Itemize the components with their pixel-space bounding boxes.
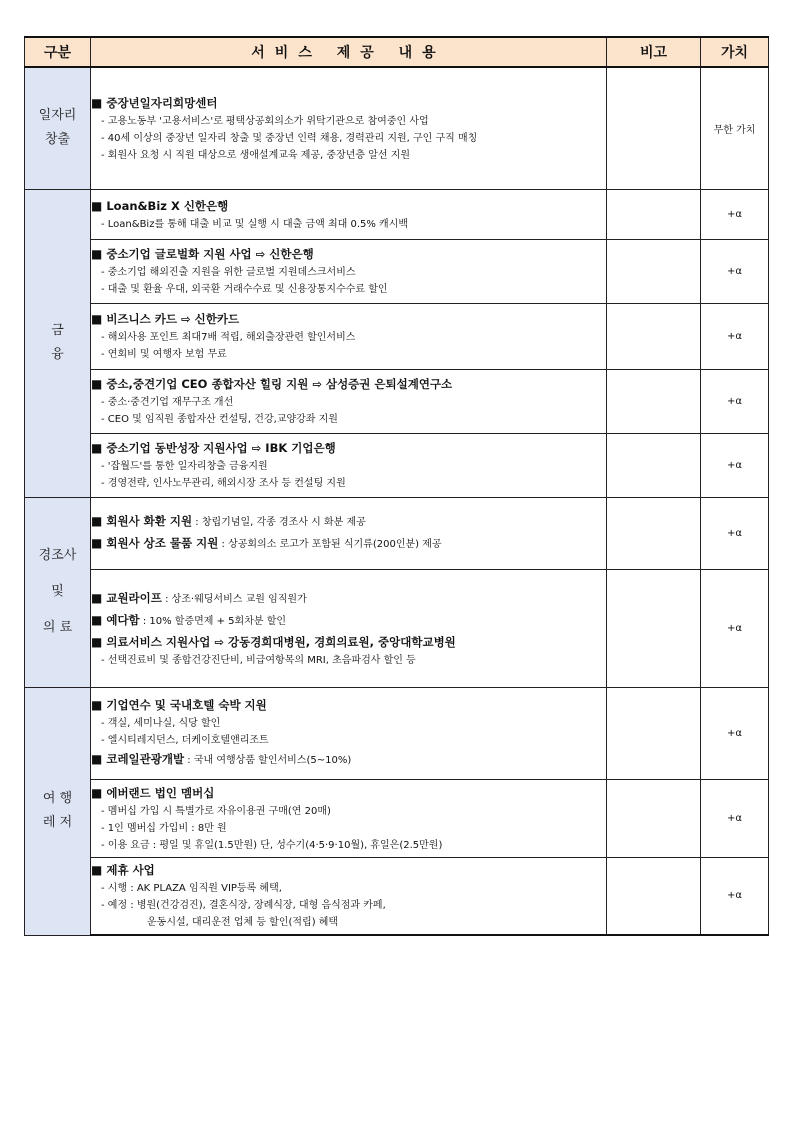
note-cell (607, 857, 701, 935)
service-item-title: 비즈니스 카드 ⇨ 신한카드 (106, 312, 240, 326)
service-item-detail: - 예정 : 병원(건강검진), 결혼식장, 장례식장, 대형 음식점과 카페, (101, 900, 386, 912)
service-content-cell (91, 857, 607, 935)
service-item-title: 코레일관광개발 (106, 752, 185, 766)
value-cell: +α (701, 569, 769, 687)
service-content-cell (91, 687, 607, 779)
service-item-title: 중소,중견기업 CEO 종합자산 힐링 지원 ⇨ 삼성증권 은퇴설계연구소 (106, 377, 453, 391)
value-cell: +α (701, 189, 769, 239)
service-item-detail: - 회원사 요청 시 직원 대상으로 생애설계교육 제공, 중장년층 알선 지원 (101, 149, 411, 161)
service-item (91, 244, 606, 264)
service-row (25, 497, 769, 569)
service-item-title: Loan&Biz X 신한은행 (106, 198, 229, 213)
note-cell (607, 369, 701, 433)
category-label: 금 (51, 323, 64, 338)
category-label: 일자리 (38, 108, 77, 124)
service-row (25, 369, 769, 433)
service-item-detail: - 시행 : AK PLAZA 임직원 VIP등록 혜택, (101, 883, 282, 895)
service-item (91, 511, 606, 533)
note-cell (607, 497, 701, 569)
category-label: 레 저 (42, 815, 73, 830)
service-content-cell (91, 67, 607, 189)
note-cell (607, 67, 701, 189)
service-item (91, 196, 606, 216)
square-bullet-icon: ■ (91, 863, 103, 878)
category-cell (25, 497, 91, 687)
service-item-title: 기업연수 및 국내호텔 숙박 지원 (106, 698, 267, 712)
category-cell (25, 67, 91, 189)
square-bullet-icon: ■ (91, 612, 103, 627)
square-bullet-icon: ■ (91, 698, 103, 712)
service-content-cell (91, 369, 607, 433)
service-item-detail: - '잡월드'를 통한 일자리창출 금융지원 (101, 461, 268, 472)
note-cell (607, 433, 701, 497)
square-bullet-icon: ■ (91, 514, 103, 528)
note-cell (607, 687, 701, 779)
square-bullet-icon: ■ (91, 752, 103, 766)
service-content-cell (91, 569, 607, 687)
category-cell (25, 687, 91, 935)
service-item-detail: - 1인 멤버십 가입비 : 8만 원 (101, 822, 227, 834)
value-cell: +α (701, 687, 769, 779)
service-item-detail: - 대출 및 환율 우대, 외국환 거래수수료 및 신용장통지수수료 할인 (101, 284, 388, 295)
service-item (91, 588, 606, 610)
service-row (25, 687, 769, 779)
value-cell: +α (701, 779, 769, 857)
square-bullet-icon: ■ (91, 198, 103, 213)
service-item-detail: - 중소·중견기업 재무구조 개선 (101, 397, 234, 408)
square-bullet-icon: ■ (91, 377, 103, 391)
service-content-cell (91, 189, 607, 239)
category-label: 의 료 (42, 620, 73, 635)
value-cell: +α (701, 303, 769, 369)
service-content-cell (91, 433, 607, 497)
service-item-detail: - 엘시티레지던스, 더케이호텔앤리조트 (101, 735, 269, 746)
service-item-desc: : 상조·웨딩서비스 교원 임직원가 (161, 593, 307, 605)
service-item-detail: - 선택진료비 및 종합건강진단비, 비급여항목의 MRI, 초음파검사 할인 등 (101, 654, 416, 666)
square-bullet-icon: ■ (91, 95, 103, 110)
value-cell: +α (701, 239, 769, 303)
service-item-detail: - 객실, 세미나실, 식당 할인 (101, 718, 221, 729)
category-label: 여 행 (42, 791, 73, 806)
square-bullet-icon: ■ (91, 247, 103, 261)
service-item-title: 회원사 화환 지원 (106, 514, 193, 528)
service-item (91, 632, 606, 652)
value-cell: +α (701, 369, 769, 433)
service-item-detail: - 멤버십 가입 시 특별가로 자유이용권 구매(연 20매) (101, 805, 331, 817)
service-item (91, 695, 606, 715)
service-item (91, 309, 606, 329)
service-content-cell (91, 239, 607, 303)
service-item-detail: - 40세 이상의 중장년 일자리 창출 및 중장년 인력 채용, 경력관리 지원, 구인 구직 매칭 (101, 132, 478, 144)
service-item-desc: : 국내 여행상품 할인서비스(5~10%) (184, 755, 352, 766)
square-bullet-icon: ■ (91, 590, 103, 605)
service-item-title: 에버랜드 법인 멤버십 (106, 785, 215, 800)
category-label: 융 (51, 347, 64, 362)
square-bullet-icon: ■ (91, 441, 103, 455)
value-cell: +α (701, 433, 769, 497)
category-label: 창출 (44, 132, 71, 148)
service-item-detail: - 연회비 및 여행자 보험 무료 (101, 349, 227, 360)
service-item-detail: - 고용노동부 '고용서비스'로 평택상공회의소가 위탁기관으로 참여중인 사업 (101, 115, 429, 127)
service-row (25, 303, 769, 369)
note-cell (607, 779, 701, 857)
service-item-desc: : 상공회의소 로고가 포함된 식기류(200인분) 제공 (218, 539, 442, 550)
square-bullet-icon: ■ (91, 785, 103, 800)
service-item (91, 860, 606, 880)
service-item (91, 533, 606, 555)
header-category: 구분 (25, 37, 91, 67)
square-bullet-icon: ■ (91, 634, 103, 649)
note-cell (607, 189, 701, 239)
service-item-detail: 운동시설, 대리운전 업체 등 할인(적립) 혜택 (147, 917, 339, 929)
square-bullet-icon: ■ (91, 536, 103, 550)
service-item (91, 438, 606, 458)
header-row (25, 37, 769, 67)
category-label: 및 (51, 584, 64, 599)
service-item-detail: - Loan&Biz를 통해 대출 비교 및 실행 시 대출 금액 최대 0.5% 캐시백 (101, 218, 409, 230)
service-item-desc: : 창립기념일, 각종 경조사 시 화분 제공 (192, 517, 366, 528)
note-cell (607, 303, 701, 369)
service-row (25, 67, 769, 189)
service-item-title: 회원사 상조 물품 지원 (106, 536, 219, 550)
service-item-detail: - 경영전략, 인사노무관리, 해외시장 조사 등 컨설팅 지원 (101, 478, 346, 489)
header-content: 서비스 제공 내용 (91, 37, 607, 67)
service-row (25, 189, 769, 239)
service-item (91, 93, 606, 113)
service-item (91, 374, 606, 394)
service-item-title: 중소기업 동반성장 지원사업 ⇨ IBK 기업은행 (106, 441, 336, 455)
service-content-cell (91, 303, 607, 369)
service-item-title: 의료서비스 지원사업 ⇨ 강동경희대병원, 경희의료원, 중앙대학교병원 (106, 634, 456, 649)
service-row (25, 433, 769, 497)
service-item-detail: - CEO 및 임직원 종합자산 컨설팅, 건강,교양강좌 지원 (101, 414, 338, 425)
service-item-detail: - 중소기업 해외진출 지원을 위한 글로벌 지원데스크서비스 (101, 267, 356, 278)
value-cell: +α (701, 857, 769, 935)
service-table (24, 36, 769, 936)
service-item-title: 제휴 사업 (106, 863, 155, 878)
value-cell: 무한 가치 (701, 67, 769, 189)
service-item (91, 610, 606, 632)
service-item-title: 교원라이프 (106, 590, 162, 605)
category-cell (25, 189, 91, 497)
service-item-title: 중소기업 글로벌화 지원 사업 ⇨ 신한은행 (106, 247, 314, 261)
service-row (25, 239, 769, 303)
service-item-title: 중장년일자리희망센터 (106, 95, 218, 110)
header-note: 비고 (607, 37, 701, 67)
service-row (25, 857, 769, 935)
service-row (25, 569, 769, 687)
service-item-desc: : 10% 할증면제 + 5회차분 할인 (139, 615, 287, 627)
note-cell (607, 569, 701, 687)
service-row (25, 779, 769, 857)
service-item-detail: - 해외사용 포인트 최대7배 적립, 해외출장관련 할인서비스 (101, 332, 356, 343)
value-cell: +α (701, 497, 769, 569)
category-label: 경조사 (38, 548, 77, 563)
service-content-cell (91, 779, 607, 857)
service-item-title: 예다함 (106, 612, 140, 627)
service-item (91, 783, 606, 803)
note-cell (607, 239, 701, 303)
service-content-cell (91, 497, 607, 569)
square-bullet-icon: ■ (91, 312, 103, 326)
service-item (91, 749, 606, 771)
service-item-detail: - 이용 요금 : 평일 및 휴일(1.5만원) 단, 성수기(4·5·9·10월), 휴일은(2.5만원) (101, 839, 443, 851)
header-value: 가치 (701, 37, 769, 67)
